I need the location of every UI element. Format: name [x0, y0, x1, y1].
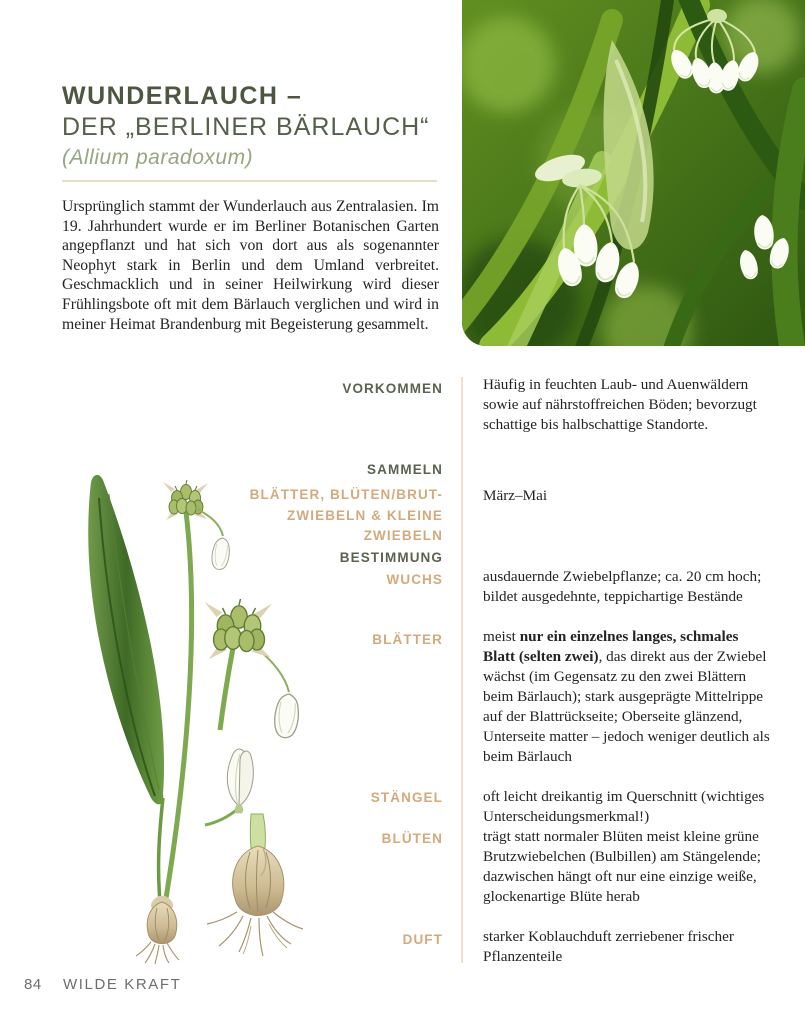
latin-name-subtitle: (Allium paradoxum)	[62, 146, 254, 169]
text-blaetter-bold: nur ein einzelnes langes, schmales Blatt (selten zwei)	[483, 628, 739, 665]
sammeln-detail-line1: BLÄTTER, BLÜTEN/BRUT-	[249, 487, 443, 502]
plant-photo-graphic	[462, 0, 805, 346]
label-wuchs: WUCHS	[386, 572, 443, 587]
sammeln-detail-line2: ZWIEBELN & KLEINE	[287, 507, 443, 523]
botanical-illustration-graphic	[55, 466, 335, 966]
title-divider	[62, 180, 437, 182]
text-duft: starker Koblauchduft zerriebener frischer Pflanzenteile	[483, 928, 734, 965]
book-title: WILDE KRAFT	[63, 976, 182, 993]
sammeln-detail-line3: ZWIEBELN	[363, 528, 443, 543]
botanical-illustration	[55, 466, 335, 966]
column-divider	[461, 377, 463, 963]
intro-paragraph: Ursprünglich stammt der Wunderlauch aus Zentralasien. Im 19. Jahrhundert wurde er im Berliner Botanischen Garten angepflanzt und hat sich von dort aus als sogenannter Neophyt stark in Berlin und dem Umland verbreitet. Geschmacklich und in seiner Heilwirkung wird dieser Frühlingsbote oft mit dem Bärlauch verglichen und wird in meiner Heimat Brandenburg mit Begeisterung gesammelt.	[62, 198, 439, 333]
label-vorkommen: VORKOMMEN	[342, 381, 443, 396]
page-title-line1: WUNDERLAUCH –	[62, 82, 303, 110]
plant-photo	[462, 0, 805, 346]
text-vorkommen: Häufig in feuchten Laub- und Auenwäldern sowie auf nährstoffreichen Böden; bevorzugt schattige bis halbschattige Standorte.	[483, 376, 757, 433]
label-staengel: STÄNGEL	[370, 790, 443, 805]
text-blueten: trägt statt normaler Blüten meist kleine grüne Brutzwiebelchen (Bulbillen) am Stängelende; dazwischen hängt oft nur eine einzige weiße, glockenartige Blüte herab	[483, 828, 761, 905]
label-bestimmung: BESTIMMUNG	[339, 550, 443, 565]
text-sammeln: März–Mai	[483, 487, 548, 504]
label-duft: DUFT	[402, 932, 443, 947]
text-blaetter-pre: meist	[483, 628, 520, 645]
text-wuchs: ausdauernde Zwiebelpflanze; ca. 20 cm hoch; bildet ausgedehnte, teppichartige Bestände	[483, 568, 762, 605]
label-sammeln: SAMMELN	[367, 462, 443, 477]
text-blaetter-post: , das direkt aus der Zwiebel wächst (im Gegensatz zu den zwei Blättern beim Bärlauch); stark ausgeprägte Mittelrippe auf der Blattrückseite; Oberseite glänzend, Unterseite matter – jedoch weniger deutlich als beim Bärlauch	[483, 648, 770, 765]
page-title-line2: DER „BERLINER BÄRLAUCH“	[62, 113, 430, 141]
label-blueten: BLÜTEN	[381, 831, 443, 846]
text-staengel: oft leicht dreikantig im Querschnitt (wichtiges Unterscheidungsmerkmal!)	[483, 788, 765, 825]
label-blaetter: BLÄTTER	[372, 632, 443, 647]
text-blaetter	[483, 627, 773, 767]
page-number: 84	[24, 976, 42, 993]
